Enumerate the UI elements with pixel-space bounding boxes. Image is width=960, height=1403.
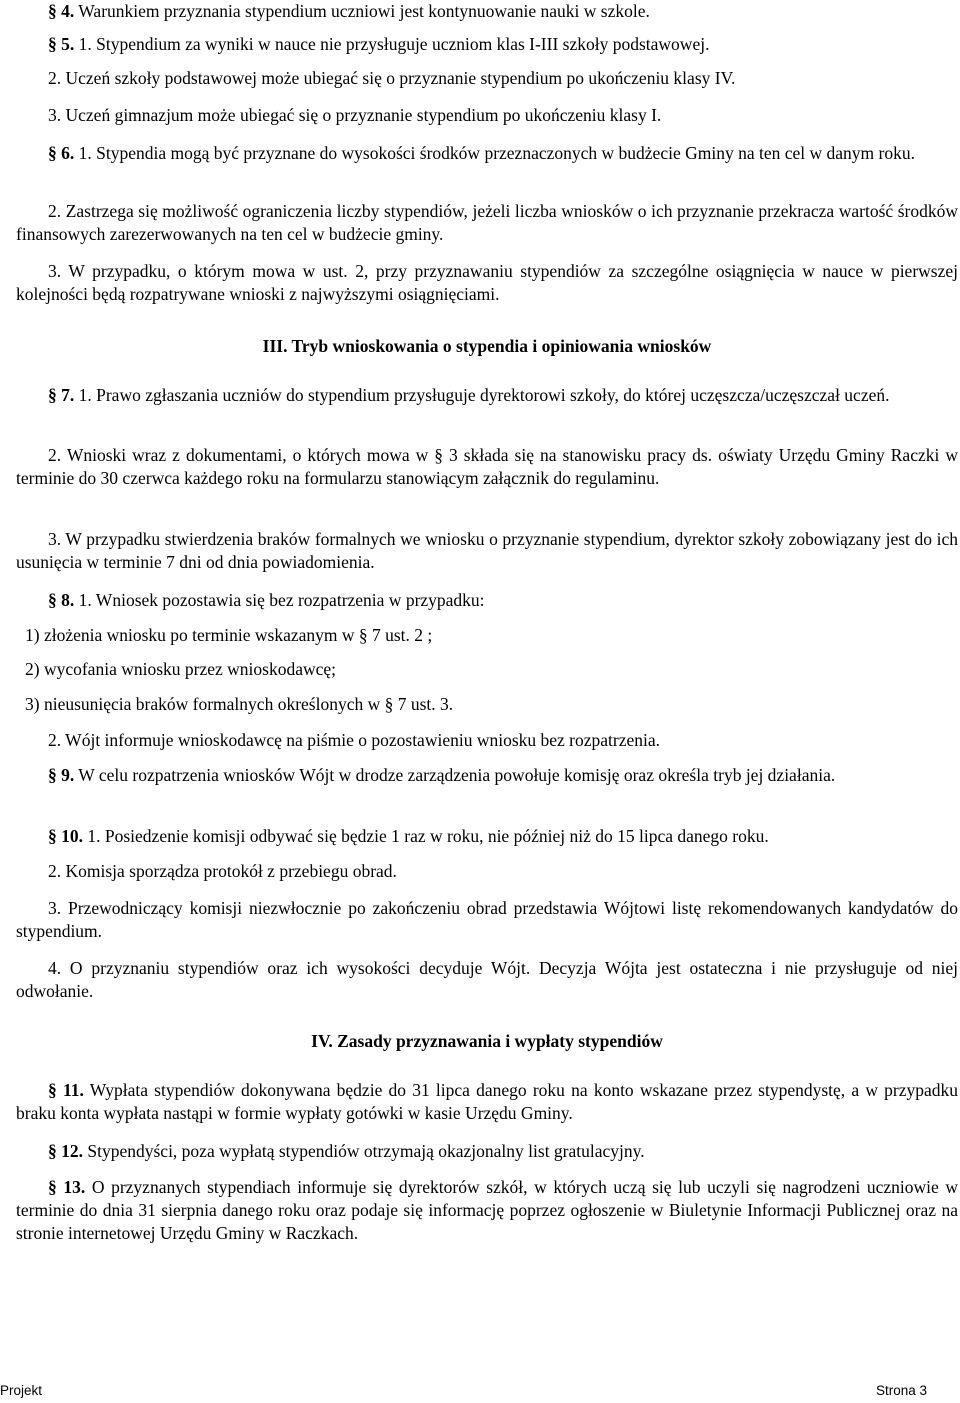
paragraph-text: 2. Wnioski wraz z dokumentami, o których mowa w § 3 składa się na stanowisku pracy ds. oświaty Urzędu Gminy Raczki w terminie do 30 czerwca każdego roku na formularzu stanowiącym załącznik do regulaminu.: [16, 445, 958, 488]
paragraph: [16, 142, 958, 165]
paragraph-text: 1. Prawo zgłaszania uczniów do stypendium przysługuje dyrektorowi szkoły, do której uczęszcza/uczęszczał uczeń.: [74, 385, 890, 405]
section-number: 12.: [61, 1141, 83, 1161]
section-number: 8.: [61, 590, 75, 610]
paragraph-text: 3. W przypadku, o którym mowa w ust. 2, przy przyznawaniu stypendiów za szczególne osiągnięcia w nauce w pierwszej kolejności będą rozpatrywane wnioski z najwyższymi osiągnięciami.: [16, 261, 958, 304]
paragraph: [16, 589, 958, 612]
section-number: 11.: [62, 1080, 84, 1100]
section-number: 5.: [61, 34, 75, 54]
list-item: [16, 658, 960, 681]
section-mark: §: [48, 1080, 57, 1100]
paragraph-text: O przyznanych stypendiach informuje się dyrektorów szkół, w których uczą się lub uczyli się nagrodzeni uczniowie w terminie do dnia 31 sierpnia danego roku oraz podaje się informację poprzez ogłoszenie w Biuletynie Informacji Publicznej oraz na stronie internetowej Urzędu Gminy w Raczkach.: [16, 1177, 959, 1243]
paragraph-text: 2) wycofania wniosku przez wnioskodawcę;: [25, 659, 337, 679]
paragraph: [16, 444, 958, 490]
page-footer: [0, 1383, 960, 1403]
heading-text: IV. Zasady przyznawania i wypłaty stypendiów: [311, 1031, 663, 1051]
paragraph-text: 3) nieusunięcia braków formalnych określonych w § 7 ust. 3.: [25, 694, 454, 714]
page-number: Strona 3: [875, 1383, 927, 1398]
section-mark: §: [48, 34, 57, 54]
paragraph: [16, 384, 958, 407]
paragraph: [16, 1079, 958, 1125]
section-mark: §: [48, 765, 57, 785]
paragraph-text: 1. Stypendia mogą być przyznane do wysokości środków przeznaczonych w budżecie Gminy na ten cel w danym roku.: [74, 143, 915, 163]
section-mark: §: [48, 1177, 57, 1197]
paragraph-text: Warunkiem przyznania stypendium uczniowi jest kontynuowanie nauki w szkole.: [74, 1, 650, 21]
paragraph-text: 1) złożenia wniosku po terminie wskazanym w § 7 ust. 2 ;: [25, 625, 433, 645]
paragraph: [16, 897, 958, 943]
paragraph-text: 3. Uczeń gimnazjum może ubiegać się o przyznanie stypendium po ukończeniu klasy I.: [48, 105, 662, 125]
section-mark: §: [48, 385, 57, 405]
paragraph: [16, 1176, 958, 1245]
paragraph: [16, 860, 958, 883]
section-number: 13.: [63, 1177, 86, 1197]
paragraph-text: Stypendyści, poza wypłatą stypendiów otrzymają okazjonalny list gratulacyjny.: [83, 1141, 645, 1161]
paragraph-text: 3. W przypadku stwierdzenia braków formalnych we wniosku o przyznanie stypendium, dyrektor szkoły zobowiązany jest do ich usunięcia w terminie 7 dni od dnia powiadomienia.: [16, 529, 958, 572]
section-heading: [16, 1030, 958, 1053]
paragraph: [16, 33, 958, 56]
paragraph: [16, 1140, 958, 1163]
paragraph-text: 1. Stypendium za wyniki w nauce nie przysługuje uczniom klas I-III szkoły podstawowej.: [74, 34, 710, 54]
section-number: 7.: [61, 385, 75, 405]
paragraph-text: 4. O przyznaniu stypendiów oraz ich wysokości decyduje Wójt. Decyzja Wójta jest ostateczna i nie przysługuje od niej odwołanie.: [16, 958, 958, 1001]
list-item: [16, 693, 960, 716]
section-number: 10.: [61, 826, 83, 846]
paragraph: [16, 104, 958, 127]
paragraph: [16, 200, 958, 246]
section-mark: §: [48, 590, 57, 610]
paragraph: [16, 0, 958, 23]
paragraph-text: 1. Wniosek pozostawia się bez rozpatrzenia w przypadku:: [74, 590, 485, 610]
section-mark: §: [48, 1, 57, 21]
list-item: [16, 624, 960, 647]
paragraph-text: 2. Wójt informuje wnioskodawcę na piśmie o pozostawieniu wniosku bez rozpatrzenia.: [48, 730, 661, 750]
paragraph-text: 1. Posiedzenie komisji odbywać się będzie 1 raz w roku, nie później niż do 15 lipca danego roku.: [83, 826, 769, 846]
section-mark: §: [48, 1141, 57, 1161]
paragraph-text: W celu rozpatrzenia wniosków Wójt w drodze zarządzenia powołuje komisję oraz określa tryb jej działania.: [74, 765, 836, 785]
paragraph: [16, 260, 958, 306]
paragraph-text: Wypłata stypendiów dokonywana będzie do 31 lipca danego roku na konto wskazane przez stypendystę, a w przypadku braku konta wypłata nastąpi w formie wypłaty gotówki w kasie Urzędu Gminy.: [16, 1080, 959, 1123]
section-number: 9.: [61, 765, 75, 785]
section-mark: §: [48, 143, 57, 163]
paragraph: [16, 957, 958, 1003]
paragraph: [16, 528, 958, 574]
paragraph-text: 2. Uczeń szkoły podstawowej może ubiegać się o przyznanie stypendium po ukończeniu klasy IV.: [48, 68, 736, 88]
paragraph-text: 3. Przewodniczący komisji niezwłocznie po zakończeniu obrad przedstawia Wójtowi listę rekomendowanych kandydatów do stypendium.: [16, 898, 958, 941]
section-heading: [16, 335, 958, 358]
paragraph: [16, 764, 958, 787]
paragraph: [16, 825, 958, 848]
paragraph-text: 2. Komisja sporządza protokół z przebiegu obrad.: [48, 861, 397, 881]
footer-label: Projekt: [0, 1383, 43, 1398]
section-mark: §: [48, 826, 57, 846]
section-number: 6.: [61, 143, 75, 163]
paragraph: [16, 67, 958, 90]
paragraph-text: 2. Zastrzega się możliwość ograniczenia liczby stypendiów, jeżeli liczba wniosków o ich przyznanie przekracza wartość środków finansowych zarezerwowanych na ten cel w budżecie gminy.: [16, 201, 958, 244]
heading-text: III. Tryb wnioskowania o stypendia i opiniowania wniosków: [262, 336, 712, 356]
paragraph: [16, 729, 958, 752]
section-number: 4.: [61, 1, 75, 21]
